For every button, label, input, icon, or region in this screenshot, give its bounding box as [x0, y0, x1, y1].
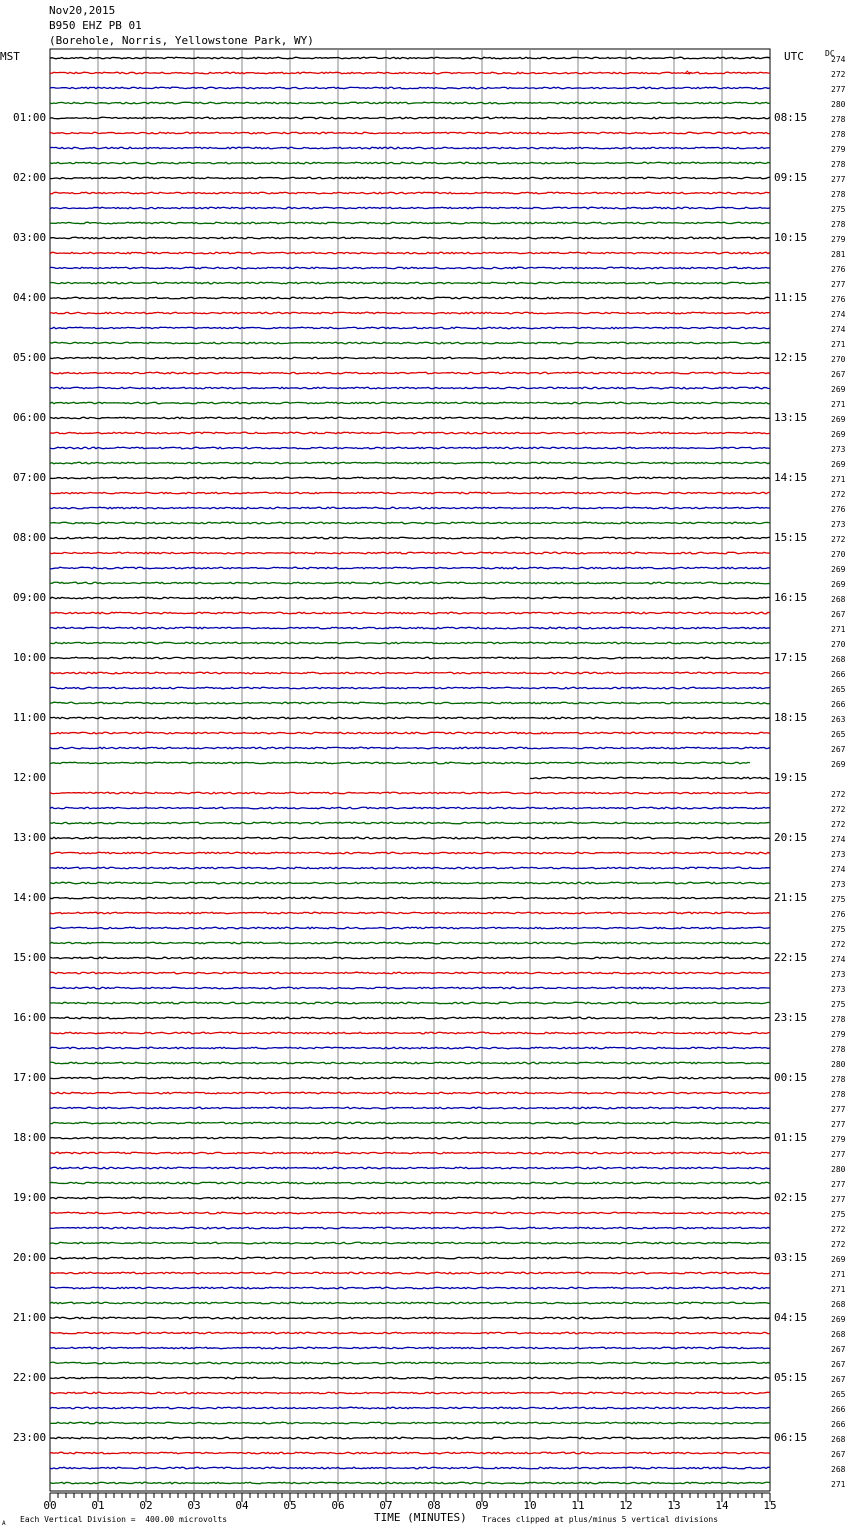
- dc-value: 278: [831, 1015, 846, 1024]
- dc-value: 275: [831, 895, 846, 904]
- dc-value: 267: [831, 1375, 846, 1384]
- dc-value: 267: [831, 745, 846, 754]
- dc-value: 270: [831, 550, 846, 559]
- utc-hour-label: 22:15: [774, 951, 808, 964]
- dc-value: 271: [831, 340, 846, 349]
- dc-value: 269: [831, 565, 846, 574]
- dc-value: 265: [831, 685, 846, 694]
- seismic-trace: [50, 192, 770, 194]
- utc-hour-label: 08:15: [774, 111, 808, 124]
- utc-hour-label: 16:15: [774, 591, 808, 604]
- dc-value: 280: [831, 1165, 846, 1174]
- dc-value: 269: [831, 760, 846, 769]
- dc-value: 278: [831, 1090, 846, 1099]
- dc-value: 268: [831, 1435, 846, 1444]
- seismic-trace: [50, 1107, 770, 1109]
- utc-hour-label: 18:15: [774, 711, 808, 724]
- seismic-trace: [50, 1212, 770, 1214]
- seismic-trace: [50, 942, 770, 944]
- dc-value: 274: [831, 865, 846, 874]
- seismic-trace: [50, 267, 770, 269]
- dc-value: 272: [831, 940, 846, 949]
- seismic-trace: [50, 462, 770, 464]
- x-tick-label: 07: [379, 1499, 393, 1512]
- seismic-trace: [50, 552, 770, 554]
- seismic-trace: [50, 147, 770, 149]
- seismic-trace: [50, 117, 770, 119]
- x-tick-label: 13: [667, 1499, 681, 1512]
- dc-value: 280: [831, 100, 846, 109]
- dc-value: 266: [831, 1405, 846, 1414]
- dc-title: DC: [825, 49, 835, 58]
- mst-hour-label: 06:00: [13, 411, 47, 424]
- seismic-trace: [50, 447, 770, 449]
- seismic-trace: [50, 1077, 770, 1079]
- dc-value: 269: [831, 1255, 846, 1264]
- dc-value: 271: [831, 1270, 846, 1279]
- dc-value: 272: [831, 805, 846, 814]
- seismic-trace: [50, 1182, 770, 1184]
- seismic-trace: [50, 657, 770, 659]
- mst-hour-label: 12:00: [13, 771, 47, 784]
- seismic-trace: [50, 72, 770, 74]
- dc-value: 267: [831, 610, 846, 619]
- seismic-trace: [50, 1467, 770, 1469]
- dc-value: 272: [831, 535, 846, 544]
- seismic-trace: [50, 1377, 770, 1379]
- utc-hour-label: 04:15: [774, 1311, 808, 1324]
- dc-value: 277: [831, 1150, 846, 1159]
- seismic-trace: [50, 792, 770, 794]
- dc-value: 266: [831, 1420, 846, 1429]
- utc-hour-label: 23:15: [774, 1011, 808, 1024]
- dc-value: 272: [831, 820, 846, 829]
- seismic-trace: [50, 567, 770, 569]
- dc-value: 273: [831, 985, 846, 994]
- mst-hour-label: 11:00: [13, 711, 47, 724]
- dc-value: 266: [831, 700, 846, 709]
- seismic-trace: [50, 747, 770, 749]
- dc-value: 277: [831, 280, 846, 289]
- mst-hour-label: 08:00: [13, 531, 47, 544]
- seismic-trace: [50, 702, 770, 704]
- dc-value: 275: [831, 1000, 846, 1009]
- seismic-trace: [50, 1347, 770, 1349]
- seismic-trace: [50, 927, 770, 929]
- dc-value: 263: [831, 715, 846, 724]
- dc-value: 274: [831, 310, 846, 319]
- dc-value: 266: [831, 670, 846, 679]
- mst-hour-label: 18:00: [13, 1131, 47, 1144]
- mst-hour-label: 09:00: [13, 591, 47, 604]
- seismic-trace: [50, 282, 770, 284]
- seismic-trace: [50, 252, 770, 254]
- seismic-trace: [50, 1287, 770, 1289]
- seismic-trace: [50, 1422, 770, 1424]
- seismic-trace: [50, 582, 770, 584]
- dc-value: 273: [831, 970, 846, 979]
- seismic-trace: [50, 477, 770, 479]
- x-tick-label: 02: [139, 1499, 153, 1512]
- seismic-trace: [50, 732, 770, 734]
- dc-value: 269: [831, 580, 846, 589]
- seismic-trace: [50, 1482, 770, 1484]
- seismic-trace: [50, 1227, 770, 1229]
- seismic-trace: [530, 777, 770, 779]
- utc-hour-label: 17:15: [774, 651, 808, 664]
- clip-note: Traces clipped at plus/minus 5 vertical divisions: [482, 1515, 719, 1524]
- seismic-trace: [50, 852, 770, 854]
- seismic-trace: [50, 987, 770, 989]
- dc-value: 277: [831, 85, 846, 94]
- x-tick-label: 01: [91, 1499, 105, 1512]
- seismic-trace: [50, 1032, 770, 1034]
- dc-value: 279: [831, 1030, 846, 1039]
- x-axis-title: TIME (MINUTES): [374, 1511, 467, 1524]
- seismic-trace: [50, 1437, 770, 1439]
- seismic-trace: [50, 1017, 770, 1019]
- corner-mark: A: [2, 1520, 6, 1527]
- utc-hour-label: 13:15: [774, 411, 808, 424]
- seismic-trace: [50, 57, 770, 59]
- x-tick-label: 10: [523, 1499, 537, 1512]
- seismic-trace: [50, 822, 770, 824]
- seismic-trace: [50, 417, 770, 419]
- dc-value: 281: [831, 250, 846, 259]
- utc-hour-label: 21:15: [774, 891, 808, 904]
- mst-hour-label: 14:00: [13, 891, 47, 904]
- utc-hour-label: 05:15: [774, 1371, 808, 1384]
- dc-value: 274: [831, 835, 846, 844]
- mst-hour-label: 17:00: [13, 1071, 47, 1084]
- dc-value: 273: [831, 445, 846, 454]
- x-tick-label: 08: [427, 1499, 441, 1512]
- seismic-trace: [50, 762, 750, 764]
- seismic-trace: [50, 912, 770, 914]
- dc-value: 268: [831, 1465, 846, 1474]
- seismic-trace: [50, 1257, 770, 1259]
- seismic-trace: [50, 507, 770, 509]
- mst-hour-label: 16:00: [13, 1011, 47, 1024]
- dc-value: 278: [831, 115, 846, 124]
- seismic-trace: [50, 1092, 770, 1094]
- seismic-trace: [50, 387, 770, 389]
- seismic-trace: [50, 1002, 770, 1004]
- seismic-trace: [50, 327, 770, 329]
- seismic-trace: [50, 177, 770, 179]
- utc-hour-label: 11:15: [774, 291, 808, 304]
- seismic-trace: [50, 837, 770, 839]
- seismic-trace: [50, 372, 770, 374]
- seismic-trace: [50, 357, 770, 359]
- seismic-trace: [50, 1452, 770, 1454]
- seismic-trace: [50, 102, 770, 104]
- dc-value: 268: [831, 1300, 846, 1309]
- seismic-trace: [50, 597, 770, 599]
- dc-value: 276: [831, 265, 846, 274]
- seismic-trace: [50, 1137, 770, 1139]
- dc-value: 277: [831, 1120, 846, 1129]
- dc-value: 265: [831, 1390, 846, 1399]
- seismic-trace: [50, 1302, 770, 1304]
- mst-hour-label: 07:00: [13, 471, 47, 484]
- dc-value: 271: [831, 475, 846, 484]
- x-tick-label: 05: [283, 1499, 297, 1512]
- utc-hour-label: 20:15: [774, 831, 808, 844]
- utc-hour-label: 01:15: [774, 1131, 808, 1144]
- x-tick-label: 12: [619, 1499, 633, 1512]
- dc-value: 277: [831, 1180, 846, 1189]
- seismic-trace: [50, 687, 770, 689]
- dc-value: 277: [831, 1105, 846, 1114]
- utc-hour-label: 19:15: [774, 771, 808, 784]
- dc-value: 267: [831, 1345, 846, 1354]
- dc-value: 270: [831, 355, 846, 364]
- dc-value: 272: [831, 790, 846, 799]
- dc-value: 279: [831, 235, 846, 244]
- dc-value: 275: [831, 205, 846, 214]
- x-tick-label: 00: [43, 1499, 57, 1512]
- dc-value: 271: [831, 625, 846, 634]
- scale-note: Each Vertical Division = 400.00 microvolts: [20, 1515, 228, 1524]
- plot-frame: [50, 49, 770, 1491]
- header-location: (Borehole, Norris, Yellowstone Park, WY): [49, 34, 314, 47]
- seismic-trace: [50, 1242, 770, 1244]
- dc-value: 274: [831, 955, 846, 964]
- dc-value: 267: [831, 1450, 846, 1459]
- mst-hour-label: 10:00: [13, 651, 47, 664]
- seismic-trace: [50, 237, 770, 239]
- dc-value: 268: [831, 595, 846, 604]
- utc-hour-label: 12:15: [774, 351, 808, 364]
- dc-value: 267: [831, 1360, 846, 1369]
- header-date: Nov20,2015: [49, 4, 116, 17]
- seismic-trace: [50, 1362, 770, 1364]
- dc-value: 274: [831, 325, 846, 334]
- header-station: B950 EHZ PB 01: [49, 19, 142, 32]
- seismic-trace: [50, 642, 770, 644]
- x-tick-label: 06: [331, 1499, 345, 1512]
- dc-value: 272: [831, 490, 846, 499]
- seismic-trace: [50, 1122, 770, 1124]
- seismic-trace: [50, 1197, 770, 1199]
- seismic-trace: [50, 537, 770, 539]
- mst-hour-label: 19:00: [13, 1191, 47, 1204]
- seismic-trace: [50, 432, 770, 434]
- seismic-trace: [50, 807, 770, 809]
- seismic-trace: [50, 717, 770, 719]
- dc-value: 278: [831, 130, 846, 139]
- dc-value: 269: [831, 460, 846, 469]
- seismic-trace: [50, 1317, 770, 1319]
- mst-hour-label: 20:00: [13, 1251, 47, 1264]
- seismic-trace: [50, 1332, 770, 1334]
- dc-value: 279: [831, 145, 846, 154]
- mst-hour-label: 21:00: [13, 1311, 47, 1324]
- x-tick-label: 15: [763, 1499, 777, 1512]
- seismic-trace: [50, 1167, 770, 1169]
- dc-value: 269: [831, 415, 846, 424]
- x-tick-label: 14: [715, 1499, 729, 1512]
- seismic-trace: [50, 402, 770, 404]
- utc-hour-label: 15:15: [774, 531, 808, 544]
- dc-value: 271: [831, 400, 846, 409]
- seismic-trace: [50, 882, 770, 884]
- dc-value: 272: [831, 1225, 846, 1234]
- dc-value: 278: [831, 220, 846, 229]
- dc-value: 275: [831, 925, 846, 934]
- x-tick-label: 09: [475, 1499, 489, 1512]
- dc-value: 265: [831, 730, 846, 739]
- mst-hour-label: 15:00: [13, 951, 47, 964]
- dc-value: 269: [831, 385, 846, 394]
- mst-hour-label: 01:00: [13, 111, 47, 124]
- dc-value: 272: [831, 1240, 846, 1249]
- seismic-trace: [50, 972, 770, 974]
- seismic-trace: [50, 312, 770, 314]
- dc-value: 278: [831, 190, 846, 199]
- seismic-trace: [50, 87, 770, 89]
- dc-value: 279: [831, 1135, 846, 1144]
- dc-value: 268: [831, 1330, 846, 1339]
- dc-value: 277: [831, 1195, 846, 1204]
- dc-value: 269: [831, 1315, 846, 1324]
- seismic-trace: [50, 342, 770, 344]
- dc-value: 270: [831, 640, 846, 649]
- dc-value: 276: [831, 505, 846, 514]
- seismic-trace: [50, 297, 770, 299]
- dc-value: 280: [831, 1060, 846, 1069]
- seismic-trace: [50, 222, 770, 224]
- x-tick-label: 03: [187, 1499, 201, 1512]
- dc-value: 269: [831, 430, 846, 439]
- mst-hour-label: 03:00: [13, 231, 47, 244]
- mst-hour-label: 22:00: [13, 1371, 47, 1384]
- dc-value: 273: [831, 520, 846, 529]
- mst-hour-label: 04:00: [13, 291, 47, 304]
- seismic-trace: [50, 1392, 770, 1394]
- seismic-trace: [50, 867, 770, 869]
- seismic-trace: [50, 957, 770, 959]
- mst-hour-label: 23:00: [13, 1431, 47, 1444]
- utc-hour-label: 06:15: [774, 1431, 808, 1444]
- dc-value: 274: [831, 55, 846, 64]
- dc-value: 276: [831, 910, 846, 919]
- dc-value: 273: [831, 880, 846, 889]
- x-tick-label: 04: [235, 1499, 249, 1512]
- seismic-trace: [50, 162, 770, 164]
- dc-value: 276: [831, 295, 846, 304]
- seismic-trace: [50, 1047, 770, 1049]
- seismic-trace: [50, 492, 770, 494]
- seismic-trace: [50, 612, 770, 614]
- mst-axis-title: MST: [0, 50, 20, 63]
- dc-value: 268: [831, 655, 846, 664]
- utc-hour-label: 10:15: [774, 231, 808, 244]
- dc-value: 271: [831, 1480, 846, 1489]
- utc-hour-label: 14:15: [774, 471, 808, 484]
- dc-value: 277: [831, 175, 846, 184]
- seismic-trace: [50, 672, 770, 674]
- dc-value: 267: [831, 370, 846, 379]
- seismic-trace: [50, 1152, 770, 1154]
- seismic-trace: [50, 627, 770, 629]
- seismic-trace: [50, 1272, 770, 1274]
- utc-hour-label: 02:15: [774, 1191, 808, 1204]
- dc-value: 271: [831, 1285, 846, 1294]
- dc-value: 278: [831, 1075, 846, 1084]
- x-tick-label: 11: [571, 1499, 585, 1512]
- dc-value: 278: [831, 160, 846, 169]
- seismic-trace: [50, 897, 770, 899]
- dc-value: 273: [831, 850, 846, 859]
- seismic-trace: [50, 522, 770, 524]
- dc-value: 272: [831, 70, 846, 79]
- dc-value: 278: [831, 1045, 846, 1054]
- seismic-trace: [50, 1062, 770, 1064]
- utc-hour-label: 09:15: [774, 171, 808, 184]
- utc-axis-title: UTC: [784, 50, 804, 63]
- seismic-trace: [50, 207, 770, 209]
- utc-hour-label: 00:15: [774, 1071, 808, 1084]
- utc-hour-label: 03:15: [774, 1251, 808, 1264]
- mst-hour-label: 02:00: [13, 171, 47, 184]
- dc-value: 275: [831, 1210, 846, 1219]
- mst-hour-label: 05:00: [13, 351, 47, 364]
- seismic-trace: [50, 132, 770, 134]
- seismic-trace: [50, 1407, 770, 1409]
- mst-hour-label: 13:00: [13, 831, 47, 844]
